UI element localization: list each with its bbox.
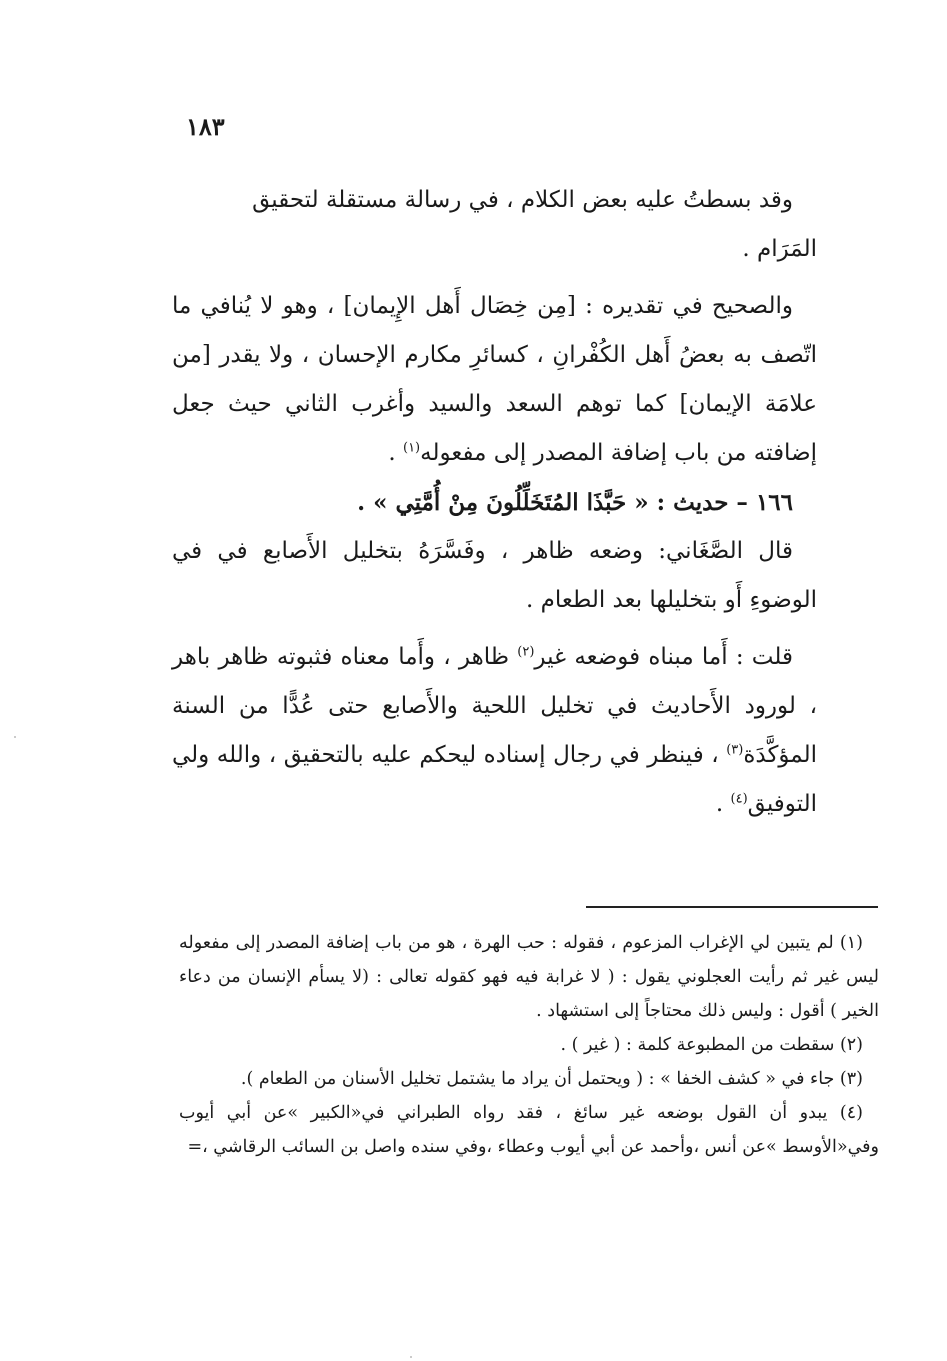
hadith-text: « حَبَّذَا المُتَخَلِّلُونَ مِنْ أُمَّتِي » .	[357, 489, 657, 516]
scan-speck	[14, 736, 16, 738]
footnotes-block	[179, 926, 879, 1164]
footnote-ref-4: (٤)	[730, 791, 748, 807]
footnote-ref-2: (٢)	[517, 644, 535, 660]
footnote-3: (٣) جاء في « كشف الخفا » : ( ويحتمل أن يراد ما يشتمل تخليل الأسنان من الطعام ).	[240, 1069, 863, 1089]
hadith-number: ١٦٦	[755, 489, 793, 516]
footnote-1: (١) لم يتبين لي الإغراب المزعوم ، فقوله : حب الهرة ، هو من باب إضافة المصدر إلى مفعوله ليس غير ثم رأيت العجلوني يقول : ( لا غرابة فيه فهو كقوله تعالى : (لا يسأم الإنسان من دعاء الخير ) أقول : وليس ذلك محتاجاً إلى استشهاد .	[179, 933, 879, 1021]
commentary-part-a: قلت : أَما مبناه فوضعه غير	[534, 644, 793, 670]
footnote-ref-1: (١)	[402, 440, 421, 456]
paragraph-commentary	[172, 633, 817, 829]
commentary-end-mark: .	[715, 791, 731, 817]
scan-speck	[410, 1356, 412, 1358]
paragraph-correct-reading-text: والصحيح في تقديره : [مِن خِصَال أَهل الإِيمان] ، وهو لا يُنافي ما اتّصف به بعضُ أَهل الكُفْرانِ ، كسائرِ مكارم الإحسان ، ولا يقدر [من علامَة الإيمان] كما توهم السعد والسيد وأغرب الثاني حيث جعل إضافته من باب إضافة المصدر إلى مفعوله	[172, 293, 817, 466]
paragraph-intro-line1: وقد بسطتُ عليه بعض الكلام ، في رسالة مستقلة لتحقيق	[252, 187, 793, 213]
paragraph-saghani: قال الصَّغَاني: وضعه ظاهر ، وفَسَّرَهُ بتخليل الأَصابع في في الوضوءِ أَو بتخليلها بعد الطعام .	[172, 538, 817, 613]
footnote-2: (٢) سقطت من المطبوعة كلمة : ( غير ) .	[560, 1035, 863, 1055]
footnote-4: (٤) يبدو أن القول بوضعه غير سائغ ، فقد رواه الطبراني في«الكبير »عن أبي أيوب وفي«الأوسط »عن أنس ،وأحمد عن أبي أيوب وعطاء ،وفي سنده واصل بن السائب الرقاشي ،=	[179, 1103, 879, 1157]
paragraph-end-mark: .	[388, 440, 403, 466]
footnote-divider	[586, 906, 878, 908]
paragraph-intro-line2: المَرَام .	[742, 236, 817, 262]
page-number: ١٨٣	[186, 112, 225, 141]
paragraph-correct-reading	[172, 282, 817, 478]
hadith-dash: –	[728, 489, 756, 516]
hadith-label: حديث :	[656, 489, 729, 516]
paragraph-intro	[172, 176, 817, 274]
main-text-block	[172, 176, 817, 829]
hadith-heading	[172, 478, 817, 527]
commentary-part-c: ، فينظر في رجال إسناده ليحكم عليه بالتحقيق ، والله ولي التوفيق	[172, 742, 817, 817]
commentary-part-b: ظاهر ، وأَما معناه فثبوته ظاهر باهر ، لورود الأَحاديث في تخليل اللحية والأَصابع حتى عُدًّا من السنة المؤكَّدَة	[172, 644, 817, 768]
footnote-ref-3: (٣)	[726, 742, 744, 758]
